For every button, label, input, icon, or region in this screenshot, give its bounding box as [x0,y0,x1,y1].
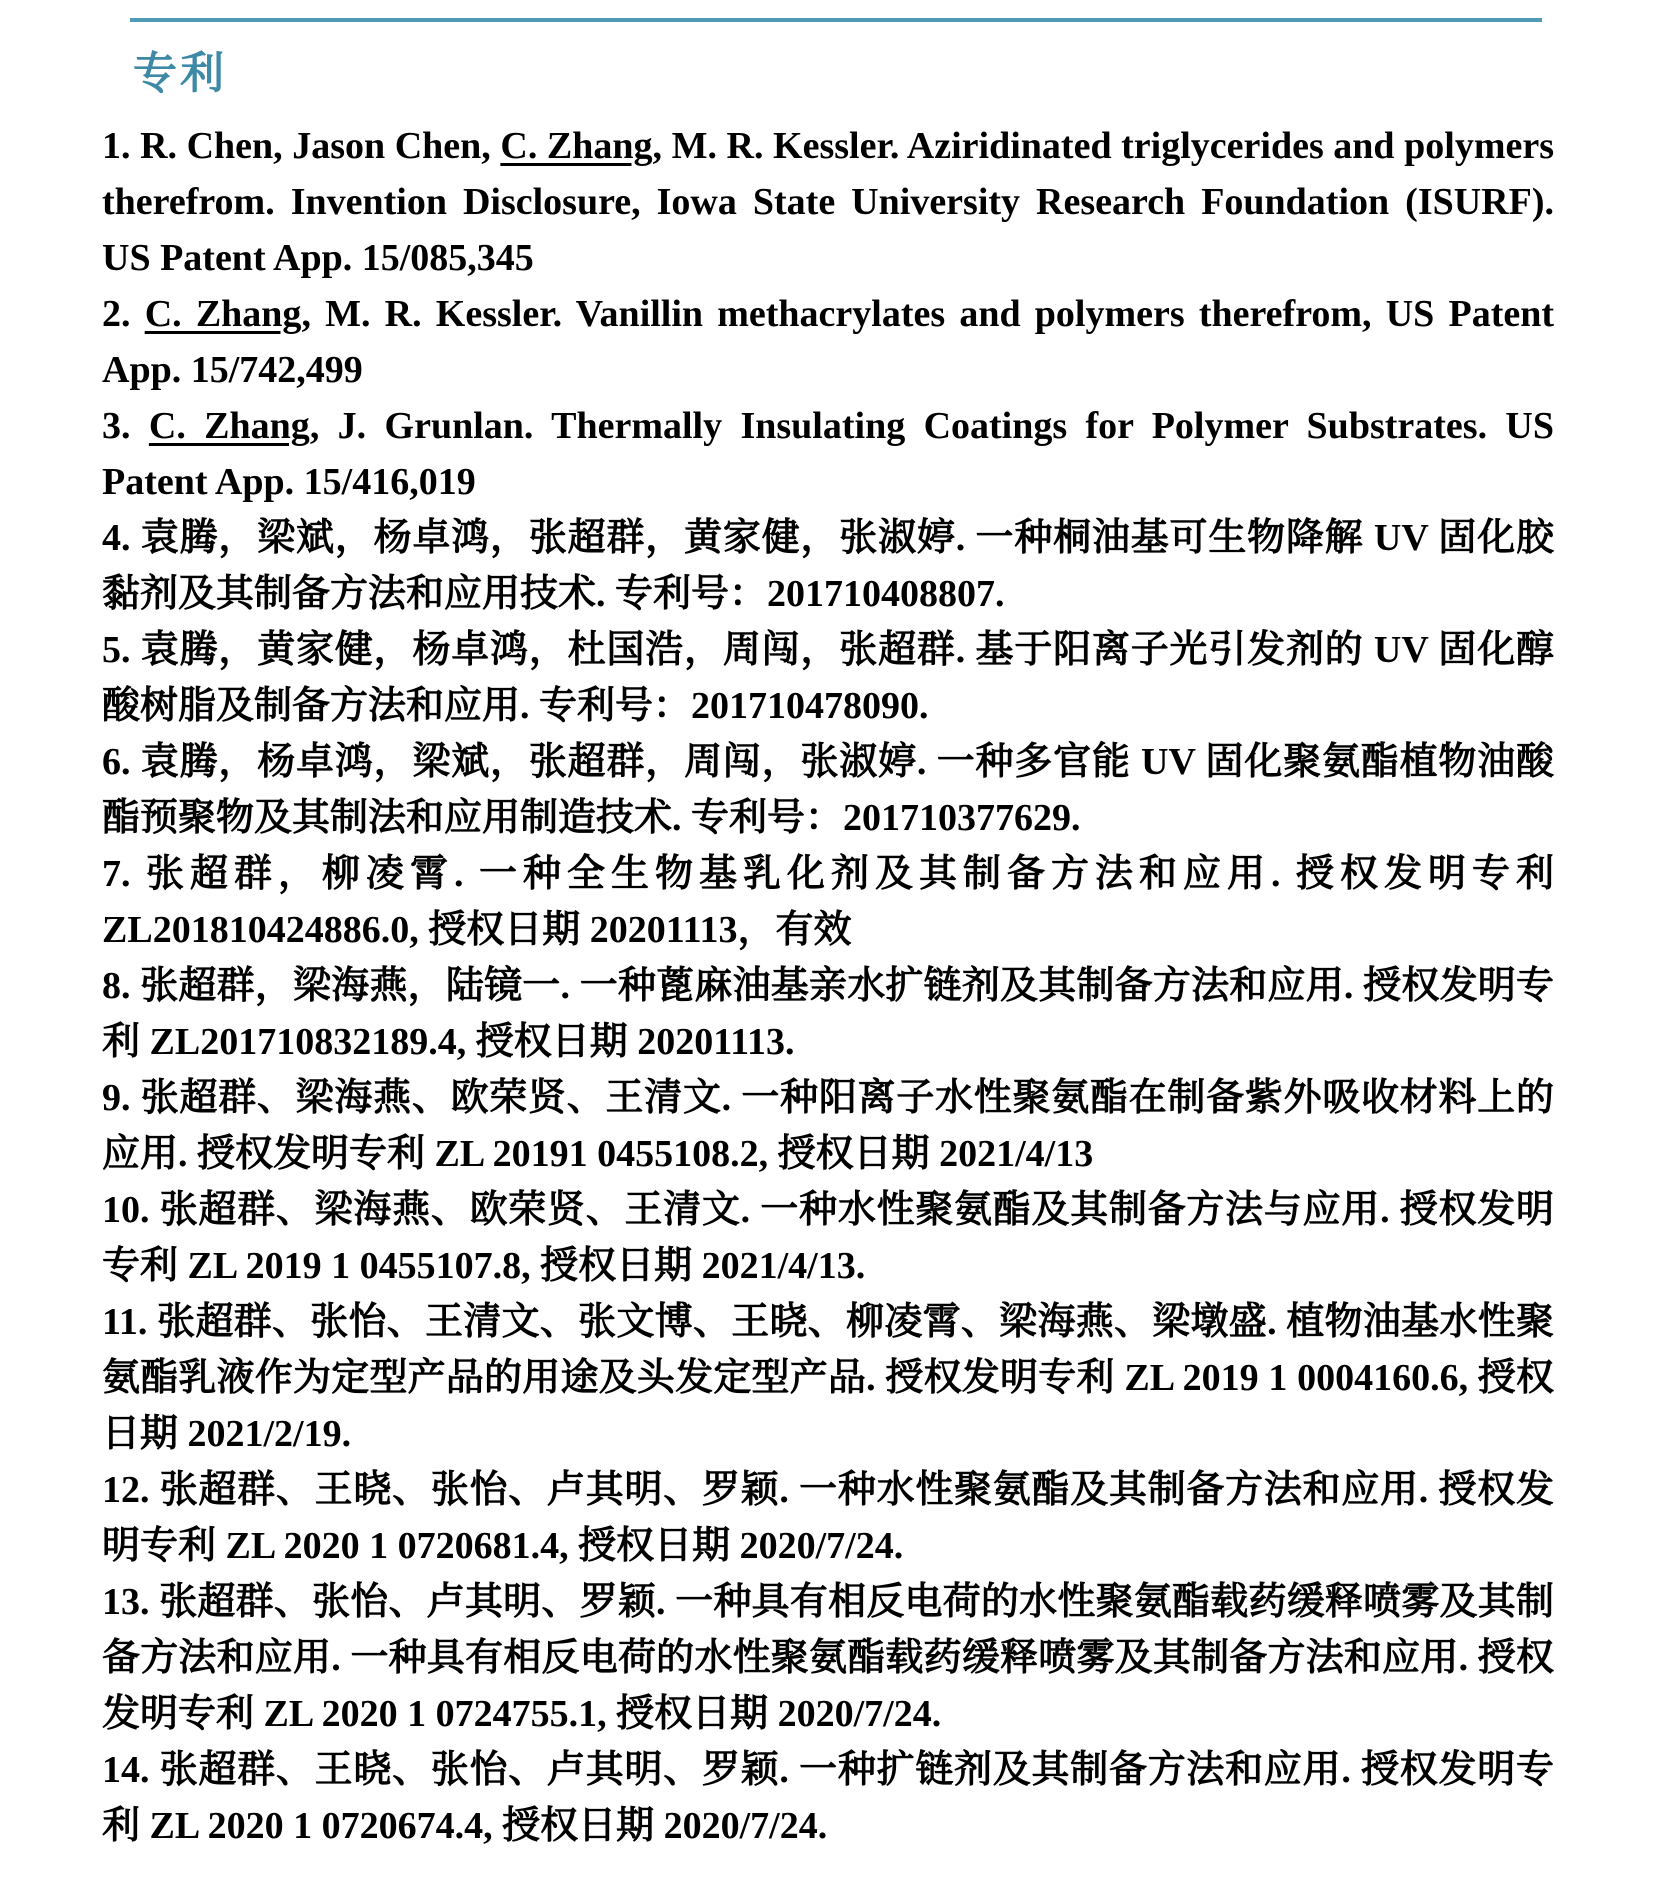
patent-item [102,958,1554,1070]
section-divider-rule [130,18,1542,22]
patent-item [102,398,1554,510]
patent-text: 9. 张超群、梁海燕、欧荣贤、王清文. 一种阳离子水性聚氨酯在制备紫外吸收材料上的应用. 授权发明专利 ZL 20191 0455108.2, 授权日期 2021/4/13 [102,1077,1554,1175]
patent-text: 7. 张超群，柳凌霄. 一种全生物基乳化剂及其制备方法和应用. 授权发明专利 ZL201810424886.0, 授权日期 20201113，有效 [102,853,1554,951]
patent-item [102,1294,1554,1462]
patent-text: 8. 张超群，梁海燕，陆镜一. 一种蓖麻油基亲水扩链剂及其制备方法和应用. 授权发明专利 ZL201710832189.4, 授权日期 20201113. [102,965,1554,1063]
patent-text: 1. R. Chen, Jason Chen, [102,125,501,167]
patent-text: 4. 袁腾，梁斌，杨卓鸿，张超群，黄家健，张淑婷. 一种桐油基可生物降解 UV 固化胶黏剂及其制备方法和应用技术. 专利号：201710408807. [102,517,1554,615]
patent-text: 10. 张超群、梁海燕、欧荣贤、王清文. 一种水性聚氨酯及其制备方法与应用. 授权发明专利 ZL 2019 1 0455107.8, 授权日期 2021/4/13. [102,1189,1554,1287]
patent-item [102,734,1554,846]
patent-text: 13. 张超群、张怡、卢其明、罗颖. 一种具有相反电荷的水性聚氨酯载药缓释喷雾及其制备方法和应用. 一种具有相反电荷的水性聚氨酯载药缓释喷雾及其制备方法和应用. 授权发明专利 ZL 2020 1 0724755.1, 授权日期 2020/7/24. [102,1581,1554,1735]
patent-text: , J. Grunlan. Thermally Insulating Coatings for Polymer Substrates. US Patent App. 15/416,019 [102,405,1555,503]
patent-item [102,846,1554,958]
patent-item [102,1574,1554,1742]
patent-list [102,118,1554,1854]
patent-item [102,510,1554,622]
patent-text: 6. 袁腾，杨卓鸿，梁斌，张超群，周闯，张淑婷. 一种多官能 UV 固化聚氨酯植物油酸酯预聚物及其制法和应用制造技术. 专利号：201710377629. [102,741,1554,839]
section-heading: 专利 [133,49,227,98]
patent-text: 2. [102,293,145,335]
patent-item [102,286,1554,398]
patent-text: 11. 张超群、张怡、王清文、张文博、王晓、柳凌霄、梁海燕、梁墩盛. 植物油基水性聚氨酯乳液作为定型产品的用途及头发定型产品. 授权发明专利 ZL 2019 1 0004160.6, 授权日期 2021/2/19. [102,1301,1554,1455]
patent-text: 14. 张超群、王晓、张怡、卢其明、罗颖. 一种扩链剂及其制备方法和应用. 授权发明专利 ZL 2020 1 0720674.4, 授权日期 2020/7/24. [102,1749,1554,1847]
patent-text: 5. 袁腾，黄家健，杨卓鸿，杜国浩，周闯，张超群. 基于阳离子光引发剂的 UV 固化醇酸树脂及制备方法和应用. 专利号：201710478090. [102,629,1554,727]
patent-text: , M. R. Kessler. Vanillin methacrylates and polymers therefrom, US Patent App. 15/742,499 [102,293,1555,391]
patent-item [102,1742,1554,1854]
patent-text: 3. [102,405,149,447]
patent-item [102,1462,1554,1574]
author-name-underlined: C. Zhang [144,293,302,335]
patent-text: , M. R. Kessler. Aziridinated triglycerides and polymers therefrom. Invention Disclosure, Iowa State University Research Foundation (ISURF). US Patent App. 15/085,345 [102,125,1555,279]
author-name-underlined: C. Zhang [500,125,653,167]
patent-item [102,1070,1554,1182]
patent-item [102,622,1554,734]
patent-text: 12. 张超群、王晓、张怡、卢其明、罗颖. 一种水性聚氨酯及其制备方法和应用. 授权发明专利 ZL 2020 1 0720681.4, 授权日期 2020/7/24. [102,1469,1554,1567]
patent-item [102,1182,1554,1294]
author-name-underlined: C. Zhang [148,405,310,447]
patent-item [102,118,1554,286]
